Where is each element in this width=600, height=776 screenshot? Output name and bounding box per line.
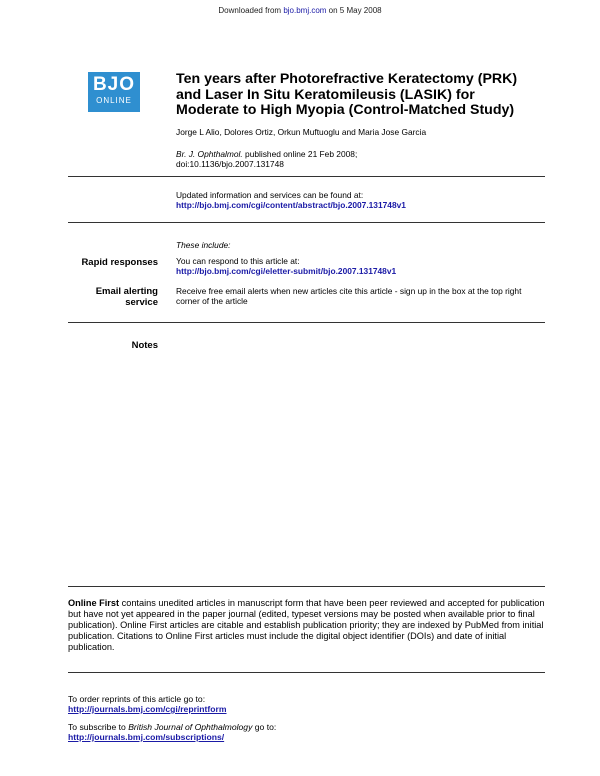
- title-line: Moderate to High Myopia (Control-Matched Study): [176, 102, 515, 118]
- rapid-responses-label: Rapid responses: [81, 257, 158, 268]
- subscribe-suffix: go to:: [252, 722, 277, 732]
- title-line: Ten years after Photorefractive Keratectomy (PRK): [176, 71, 518, 87]
- divider: [68, 222, 545, 223]
- rapid-responses-text: You can respond to this article at:: [176, 256, 300, 266]
- logo-top-text: BJO: [92, 74, 136, 95]
- reprints-block: [68, 694, 227, 714]
- email-alerting-label: [68, 286, 158, 308]
- reprints-text: To order reprints of this article go to:: [68, 694, 206, 704]
- download-prefix: Downloaded from: [218, 6, 284, 15]
- site-link[interactable]: bjo.bmj.com: [283, 6, 327, 15]
- reprints-link[interactable]: http://journals.bmj.com/cgi/reprintform: [68, 704, 227, 714]
- email-alerting-label-line: Email alerting: [95, 286, 158, 297]
- email-alerting-label-line: service: [125, 297, 158, 308]
- divider: [68, 322, 545, 323]
- rapid-responses-link[interactable]: http://bjo.bmj.com/cgi/eletter-submit/bjo.2007.131748v1: [176, 266, 397, 276]
- title-line: and Laser In Situ Keratomileusis (LASIK) for: [176, 86, 475, 103]
- logo-bottom-text: ONLINE: [96, 96, 132, 105]
- subscribe-block: [68, 722, 276, 742]
- journal-logo: [88, 72, 140, 112]
- subscribe-link[interactable]: http://journals.bmj.com/subscriptions/: [68, 732, 225, 742]
- doi: doi:10.1136/bjo.2007.131748: [176, 159, 284, 169]
- online-first-text: contains unedited articles in manuscript form that have been peer reviewed and accepted for publication but have not yet appeared in the paper journal (edited, typeset versions may be posted when available prior to final publication). Online First articles are citable and establish publication priority; they are indexed by PubMed from initial publication. Citations to Online First articles must include the digital object identifier (DOIs) and date of initial publication.: [68, 598, 545, 652]
- email-alerting-text: Receive free email alerts when new articles cite this article - sign up in the box at the top right corner of the article: [176, 286, 522, 306]
- updated-text: Updated information and services can be found at:: [176, 190, 364, 200]
- online-first-bold: Online First: [68, 598, 120, 608]
- journal-name: Br. J. Ophthalmol.: [176, 149, 243, 159]
- notes-label: Notes: [131, 340, 158, 351]
- download-suffix: on 5 May 2008: [326, 6, 382, 15]
- online-first-notice: [68, 598, 548, 653]
- rapid-responses-info: [176, 256, 546, 276]
- subscribe-journal: British Journal of Ophthalmology: [128, 722, 253, 732]
- updated-info: [176, 190, 406, 210]
- article-authors: Jorge L Alio, Dolores Ortiz, Orkun Muftuoglu and Maria Jose Garcia: [176, 127, 427, 137]
- divider: [68, 176, 545, 177]
- article-citation: [176, 149, 357, 169]
- article-title: [176, 72, 556, 119]
- divider: [68, 586, 545, 587]
- download-notice: [0, 6, 600, 15]
- updated-url-link[interactable]: http://bjo.bmj.com/cgi/content/abstract/bjo.2007.131748v1: [176, 200, 406, 210]
- include-label: These include:: [176, 240, 231, 250]
- divider: [68, 672, 545, 673]
- published-date: published online 21 Feb 2008;: [242, 149, 358, 159]
- subscribe-prefix: To subscribe to: [68, 722, 129, 732]
